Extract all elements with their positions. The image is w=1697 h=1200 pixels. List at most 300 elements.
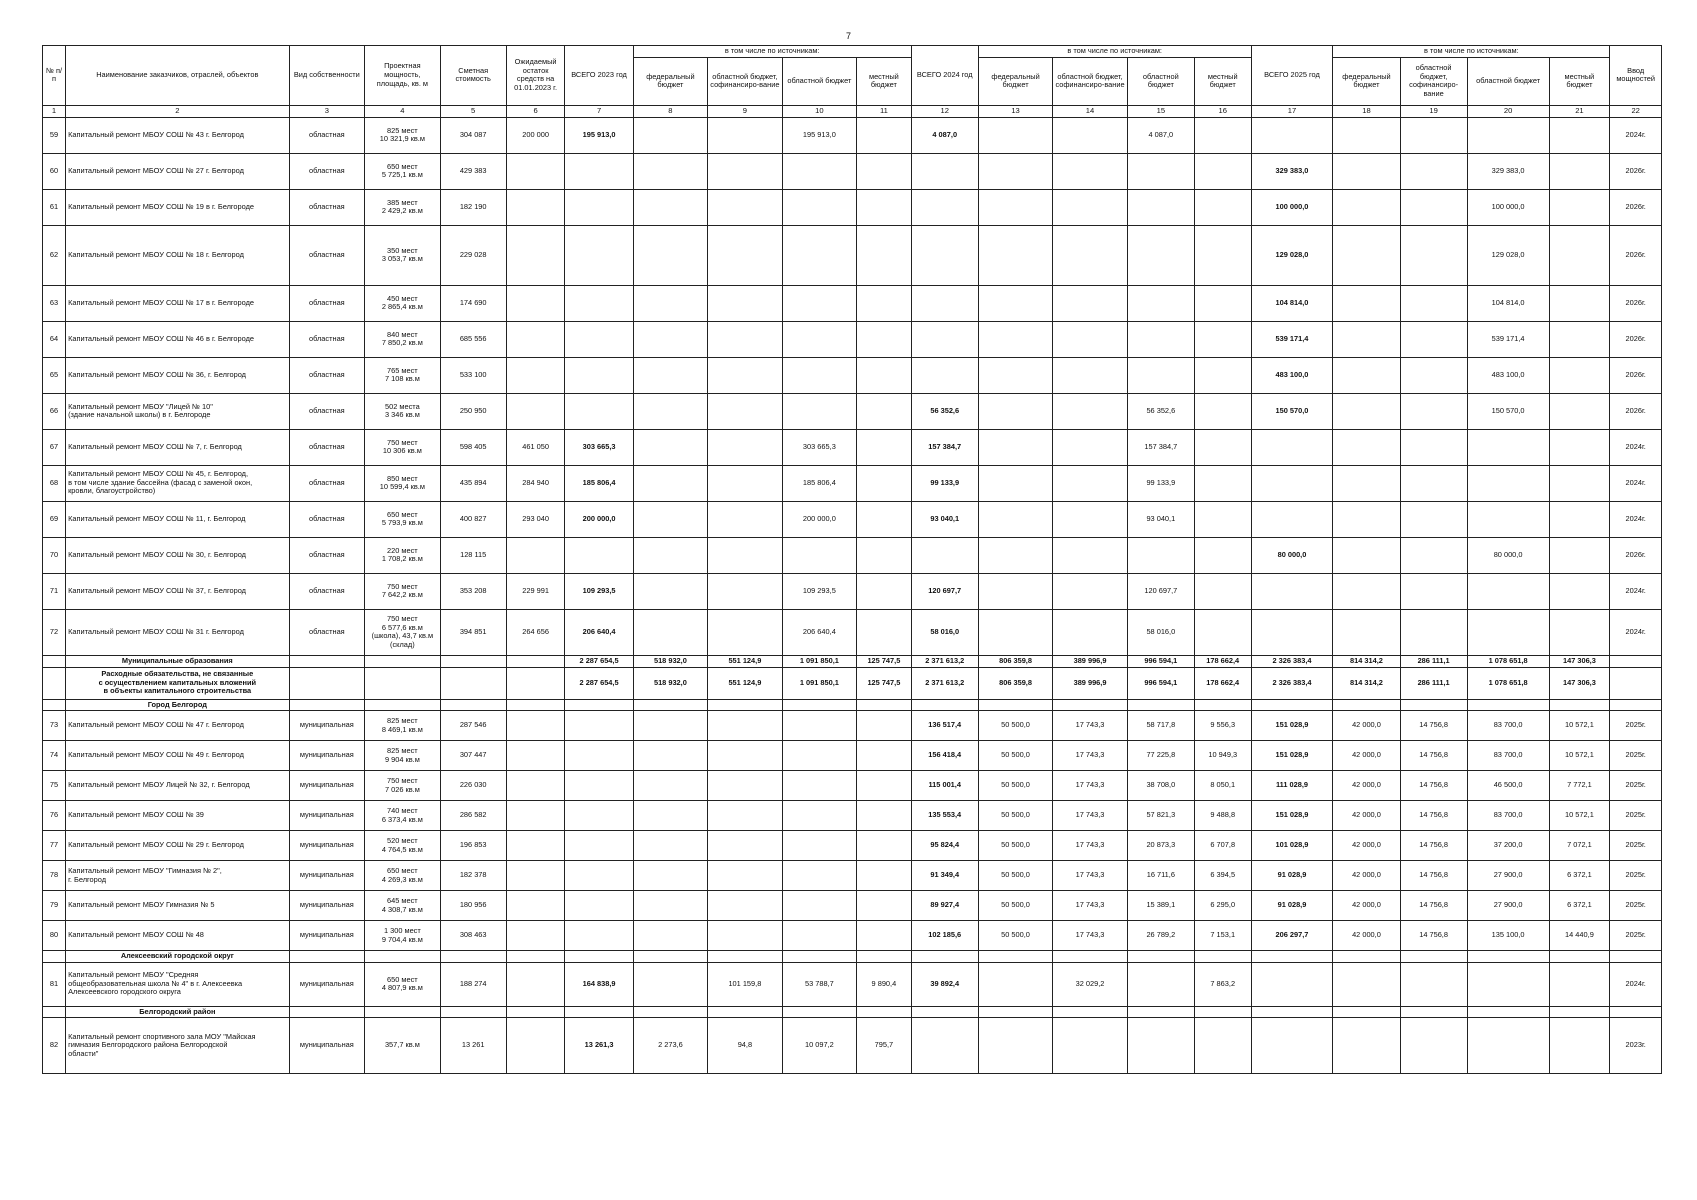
table-cell: 83 700,0 (1467, 741, 1549, 771)
table-cell: 229 028 (440, 225, 506, 285)
header-loc-2024: местный бюджет (1194, 57, 1251, 105)
section-total-cell: 518 932,0 (633, 667, 707, 699)
table-cell (1467, 1018, 1549, 1074)
table-cell (633, 117, 707, 153)
table-cell: 13 261 (440, 1018, 506, 1074)
header-obl-2025: областной бюджет (1467, 57, 1549, 105)
section-total-cell: 2 371 613,2 (911, 655, 978, 667)
table-cell (440, 1006, 506, 1018)
table-cell (978, 609, 1052, 655)
table-row (43, 573, 1662, 609)
table-cell (1400, 699, 1467, 711)
table-cell (857, 801, 912, 831)
section-total-cell: 996 594,1 (1127, 667, 1194, 699)
table-row (43, 393, 1662, 429)
table-cell (1467, 951, 1549, 963)
table-cell (506, 153, 565, 189)
table-cell (1251, 951, 1333, 963)
table-cell (1194, 117, 1251, 153)
table-cell (565, 771, 633, 801)
table-cell (1549, 1006, 1610, 1018)
table-cell (782, 357, 856, 393)
table-cell (633, 741, 707, 771)
table-cell (1549, 537, 1610, 573)
table-cell: 150 570,0 (1251, 393, 1333, 429)
header-fed-2025: федеральный бюджет (1333, 57, 1400, 105)
table-cell: 80 000,0 (1251, 537, 1333, 573)
header-fed-2023: федеральный бюджет (633, 57, 707, 105)
table-cell: 353 208 (440, 573, 506, 609)
table-cell: Капитальный ремонт МБОУ "Средняя общеобразовательная школа № 4" в г. Алексеевка Алексеевского городского округа (66, 962, 289, 1006)
table-cell (708, 1006, 782, 1018)
table-cell: 10 097,2 (782, 1018, 856, 1074)
table-cell (782, 537, 856, 573)
column-number: 11 (857, 105, 912, 117)
table-cell: 17 743,3 (1053, 771, 1127, 801)
table-cell: областная (289, 189, 365, 225)
table-cell (1127, 357, 1194, 393)
table-cell (857, 465, 912, 501)
table-cell (1127, 225, 1194, 285)
table-cell: 50 500,0 (978, 711, 1052, 741)
table-cell: 645 мест 4 308,7 кв.м (365, 891, 441, 921)
table-cell: 6 394,5 (1194, 861, 1251, 891)
table-cell: 42 000,0 (1333, 771, 1400, 801)
table-cell: 2024г. (1610, 609, 1662, 655)
table-cell (1333, 321, 1400, 357)
table-cell (708, 537, 782, 573)
table-cell (1251, 117, 1333, 153)
table-cell (1053, 699, 1127, 711)
table-cell: 39 892,4 (911, 962, 978, 1006)
table-cell (978, 1018, 1052, 1074)
header-obl-2024: областной бюджет (1127, 57, 1194, 105)
table-cell (1333, 357, 1400, 393)
table-cell: 7 772,1 (1549, 771, 1610, 801)
table-cell (1549, 465, 1610, 501)
table-cell (708, 465, 782, 501)
table-row (43, 501, 1662, 537)
header-capacity: Проектная мощность, площадь, кв. м (365, 46, 441, 106)
table-cell: муниципальная (289, 891, 365, 921)
table-cell: 6 372,1 (1549, 891, 1610, 921)
table-cell (708, 951, 782, 963)
table-cell (506, 831, 565, 861)
header-num: № п/п (43, 46, 66, 106)
table-cell (633, 951, 707, 963)
table-cell: 27 900,0 (1467, 861, 1549, 891)
table-cell (1549, 285, 1610, 321)
table-cell: 27 900,0 (1467, 891, 1549, 921)
table-cell: 83 700,0 (1467, 711, 1549, 741)
table-cell (911, 1006, 978, 1018)
table-cell (1400, 962, 1467, 1006)
table-cell (565, 921, 633, 951)
table-cell: 135 553,4 (911, 801, 978, 831)
table-cell (633, 921, 707, 951)
table-cell: муниципальная (289, 962, 365, 1006)
table-cell: 6 707,8 (1194, 831, 1251, 861)
table-cell (506, 921, 565, 951)
table-cell: 7 153,1 (1194, 921, 1251, 951)
table-cell (43, 655, 66, 667)
table-cell (857, 153, 912, 189)
table-cell (289, 667, 365, 699)
section-total-cell: 1 078 651,8 (1467, 655, 1549, 667)
table-row (43, 189, 1662, 225)
table-cell (1333, 951, 1400, 963)
section-total-cell: 806 359,8 (978, 667, 1052, 699)
column-number: 5 (440, 105, 506, 117)
table-cell: 2024г. (1610, 429, 1662, 465)
table-cell (633, 861, 707, 891)
table-cell: 200 000 (506, 117, 565, 153)
table-cell: областная (289, 321, 365, 357)
table-cell (1251, 573, 1333, 609)
table-cell: 64 (43, 321, 66, 357)
table-cell (506, 962, 565, 1006)
table-cell: 14 756,8 (1400, 891, 1467, 921)
table-cell (565, 861, 633, 891)
table-cell (857, 1006, 912, 1018)
table-cell (506, 1018, 565, 1074)
table-cell: 2025г. (1610, 921, 1662, 951)
table-cell: Капитальный ремонт спортивного зала МОУ "Майская гимназия Белгородского района Белгородской области" (66, 1018, 289, 1074)
table-cell: 206 640,4 (565, 609, 633, 655)
table-cell (911, 285, 978, 321)
table-cell: 109 293,5 (782, 573, 856, 609)
header-sources-2024: в том числе по источникам: (978, 46, 1251, 58)
table-cell (43, 1006, 66, 1018)
table-cell: 115 001,4 (911, 771, 978, 801)
table-cell (708, 711, 782, 741)
table-cell (1194, 153, 1251, 189)
table-cell (1467, 501, 1549, 537)
table-cell (506, 225, 565, 285)
table-cell: 2026г. (1610, 189, 1662, 225)
table-cell: 17 743,3 (1053, 831, 1127, 861)
table-cell (565, 1006, 633, 1018)
table-cell: 2024г. (1610, 117, 1662, 153)
table-cell (782, 711, 856, 741)
table-cell (1194, 393, 1251, 429)
table-cell: 180 956 (440, 891, 506, 921)
table-cell (1467, 962, 1549, 1006)
table-cell (857, 189, 912, 225)
table-cell: 357,7 кв.м (365, 1018, 441, 1074)
table-cell: 91 349,4 (911, 861, 978, 891)
table-cell: 58 717,8 (1127, 711, 1194, 741)
table-cell (440, 699, 506, 711)
table-cell: 120 697,7 (911, 573, 978, 609)
column-number: 19 (1400, 105, 1467, 117)
table-cell: 539 171,4 (1467, 321, 1549, 357)
section-total-cell: 2 326 383,4 (1251, 667, 1333, 699)
table-cell (782, 771, 856, 801)
table-cell: 400 827 (440, 501, 506, 537)
table-cell: 188 274 (440, 962, 506, 1006)
table-cell: 206 297,7 (1251, 921, 1333, 951)
table-cell (1333, 1018, 1400, 1074)
table-row (43, 891, 1662, 921)
table-cell: 101 159,8 (708, 962, 782, 1006)
table-cell (1400, 573, 1467, 609)
table-cell: 461 050 (506, 429, 565, 465)
table-cell: 89 927,4 (911, 891, 978, 921)
table-cell: 220 мест 1 708,2 кв.м (365, 537, 441, 573)
table-cell (782, 921, 856, 951)
table-cell (857, 831, 912, 861)
table-cell: 185 806,4 (565, 465, 633, 501)
table-cell (1549, 189, 1610, 225)
table-cell (1053, 321, 1127, 357)
table-cell: 303 665,3 (782, 429, 856, 465)
table-cell (1549, 501, 1610, 537)
section-total-cell: 814 314,2 (1333, 667, 1400, 699)
table-cell: 42 000,0 (1333, 711, 1400, 741)
subsection-row (43, 951, 1662, 963)
table-cell (633, 891, 707, 921)
table-cell (506, 393, 565, 429)
table-cell: 502 места 3 346 кв.м (365, 393, 441, 429)
table-cell: 765 мест 7 108 кв.м (365, 357, 441, 393)
subsection-title: Белгородский район (66, 1006, 289, 1018)
table-cell (978, 465, 1052, 501)
table-cell (708, 861, 782, 891)
table-cell: 42 000,0 (1333, 921, 1400, 951)
table-cell: 14 756,8 (1400, 711, 1467, 741)
table-cell: 20 873,3 (1127, 831, 1194, 861)
table-cell (440, 951, 506, 963)
table-cell (43, 699, 66, 711)
table-cell (1127, 1006, 1194, 1018)
table-cell: 200 000,0 (565, 501, 633, 537)
table-cell: 42 000,0 (1333, 861, 1400, 891)
table-cell (1127, 699, 1194, 711)
table-cell: областная (289, 429, 365, 465)
table-cell (1251, 429, 1333, 465)
table-cell (1194, 1018, 1251, 1074)
table-cell: 15 389,1 (1127, 891, 1194, 921)
table-cell: 17 743,3 (1053, 891, 1127, 921)
table-cell: 264 656 (506, 609, 565, 655)
table-cell (1400, 117, 1467, 153)
table-cell (1549, 951, 1610, 963)
table-cell: 182 378 (440, 861, 506, 891)
table-row (43, 465, 1662, 501)
table-cell: 840 мест 7 850,2 кв.м (365, 321, 441, 357)
table-cell (708, 153, 782, 189)
table-cell (633, 573, 707, 609)
table-cell (506, 537, 565, 573)
table-cell: 38 708,0 (1127, 771, 1194, 801)
table-cell: 226 030 (440, 771, 506, 801)
column-number: 10 (782, 105, 856, 117)
table-cell (782, 861, 856, 891)
table-cell (633, 393, 707, 429)
table-cell: Капитальный ремонт МБОУ СОШ № 29 г. Белгород (66, 831, 289, 861)
section-total-cell: 286 111,1 (1400, 655, 1467, 667)
table-cell (1549, 225, 1610, 285)
section-total-cell: 551 124,9 (708, 655, 782, 667)
column-number: 21 (1549, 105, 1610, 117)
table-cell (506, 801, 565, 831)
table-cell (978, 951, 1052, 963)
table-cell: 287 546 (440, 711, 506, 741)
table-cell (978, 225, 1052, 285)
table-cell: 60 (43, 153, 66, 189)
table-cell (708, 321, 782, 357)
table-cell (782, 891, 856, 921)
header-loc-2025: местный бюджет (1549, 57, 1610, 105)
table-cell: 520 мест 4 764,5 кв.м (365, 831, 441, 861)
table-cell: 2026г. (1610, 393, 1662, 429)
table-cell (978, 501, 1052, 537)
table-cell (633, 609, 707, 655)
table-cell (1549, 153, 1610, 189)
table-cell (633, 771, 707, 801)
table-cell: 14 756,8 (1400, 771, 1467, 801)
table-cell (857, 357, 912, 393)
table-cell (1400, 609, 1467, 655)
table-cell (1333, 1006, 1400, 1018)
table-cell (365, 951, 441, 963)
column-number: 4 (365, 105, 441, 117)
table-cell: областная (289, 465, 365, 501)
table-cell: 77 225,8 (1127, 741, 1194, 771)
table-cell (782, 951, 856, 963)
table-cell (1400, 357, 1467, 393)
table-cell (565, 801, 633, 831)
table-cell: муниципальная (289, 771, 365, 801)
table-cell: 2024г. (1610, 573, 1662, 609)
table-cell (633, 285, 707, 321)
table-cell (506, 711, 565, 741)
table-cell (1400, 951, 1467, 963)
table-cell: 650 мест 4 269,3 кв.м (365, 861, 441, 891)
section-total-cell: 1 091 850,1 (782, 655, 856, 667)
table-row (43, 741, 1662, 771)
table-cell: Капитальный ремонт МБОУ "Гимназия № 2", г. Белгород (66, 861, 289, 891)
section-total-row (43, 667, 1662, 699)
table-cell (289, 951, 365, 963)
section-total-cell: 389 996,9 (1053, 667, 1127, 699)
table-cell: 93 040,1 (1127, 501, 1194, 537)
table-cell (1549, 609, 1610, 655)
table-cell (506, 357, 565, 393)
table-cell (1194, 189, 1251, 225)
table-cell (708, 573, 782, 609)
table-cell: 42 000,0 (1333, 831, 1400, 861)
table-cell (857, 573, 912, 609)
table-cell (708, 801, 782, 831)
column-number-row (43, 105, 1662, 117)
table-cell: 100 000,0 (1467, 189, 1549, 225)
table-cell (1610, 951, 1662, 963)
section-total-cell: 125 747,5 (857, 655, 912, 667)
section-total-cell: 147 306,3 (1549, 667, 1610, 699)
table-cell: 196 853 (440, 831, 506, 861)
subsection-row (43, 699, 1662, 711)
table-cell (565, 711, 633, 741)
table-cell (978, 537, 1052, 573)
table-cell: муниципальная (289, 741, 365, 771)
table-row (43, 831, 1662, 861)
table-cell: 2025г. (1610, 831, 1662, 861)
table-cell: 304 087 (440, 117, 506, 153)
table-cell: 286 582 (440, 801, 506, 831)
table-cell (782, 153, 856, 189)
table-cell (857, 537, 912, 573)
table-cell (857, 951, 912, 963)
table-cell (1194, 699, 1251, 711)
table-cell (506, 189, 565, 225)
table-cell: 13 261,3 (565, 1018, 633, 1074)
table-cell: 435 894 (440, 465, 506, 501)
table-cell (1467, 573, 1549, 609)
table-cell (1127, 153, 1194, 189)
table-cell (506, 655, 565, 667)
table-cell: 157 384,7 (911, 429, 978, 465)
table-cell: Капитальный ремонт МБОУ Лицей № 32, г. Белгород (66, 771, 289, 801)
table-cell: 101 028,9 (1251, 831, 1333, 861)
table-cell: 50 500,0 (978, 861, 1052, 891)
table-cell: 16 711,6 (1127, 861, 1194, 891)
table-cell (782, 393, 856, 429)
table-cell (1400, 537, 1467, 573)
table-cell (506, 285, 565, 321)
table-cell: муниципальная (289, 801, 365, 831)
table-cell: 151 028,9 (1251, 711, 1333, 741)
table-cell: 293 040 (506, 501, 565, 537)
table-cell (1053, 537, 1127, 573)
table-cell (1251, 609, 1333, 655)
table-cell (1127, 951, 1194, 963)
table-cell (633, 537, 707, 573)
table-cell: 50 500,0 (978, 771, 1052, 801)
table-cell: 17 743,3 (1053, 741, 1127, 771)
table-cell (1549, 321, 1610, 357)
column-number: 7 (565, 105, 633, 117)
table-cell (565, 321, 633, 357)
table-cell: 65 (43, 357, 66, 393)
table-cell (633, 153, 707, 189)
table-cell (1333, 393, 1400, 429)
table-cell: 57 821,3 (1127, 801, 1194, 831)
table-cell (1549, 393, 1610, 429)
section-total-cell: 286 111,1 (1400, 667, 1467, 699)
subsection-title: Город Белгород (66, 699, 289, 711)
table-cell (782, 801, 856, 831)
header-oblcof-2025: областной бюджет, софинансиро-вание (1400, 57, 1467, 105)
table-cell (911, 951, 978, 963)
table-cell: 91 028,9 (1251, 861, 1333, 891)
table-cell: Капитальный ремонт МБОУ СОШ № 48 (66, 921, 289, 951)
table-cell: 111 028,9 (1251, 771, 1333, 801)
table-cell (978, 357, 1052, 393)
table-cell (1251, 962, 1333, 1006)
table-row (43, 117, 1662, 153)
table-cell: 56 352,6 (1127, 393, 1194, 429)
table-cell: 2023г. (1610, 1018, 1662, 1074)
table-cell: 70 (43, 537, 66, 573)
table-cell: 71 (43, 573, 66, 609)
table-row (43, 861, 1662, 891)
table-cell (1251, 1018, 1333, 1074)
table-cell: 195 913,0 (782, 117, 856, 153)
table-cell (782, 225, 856, 285)
table-cell (1549, 357, 1610, 393)
